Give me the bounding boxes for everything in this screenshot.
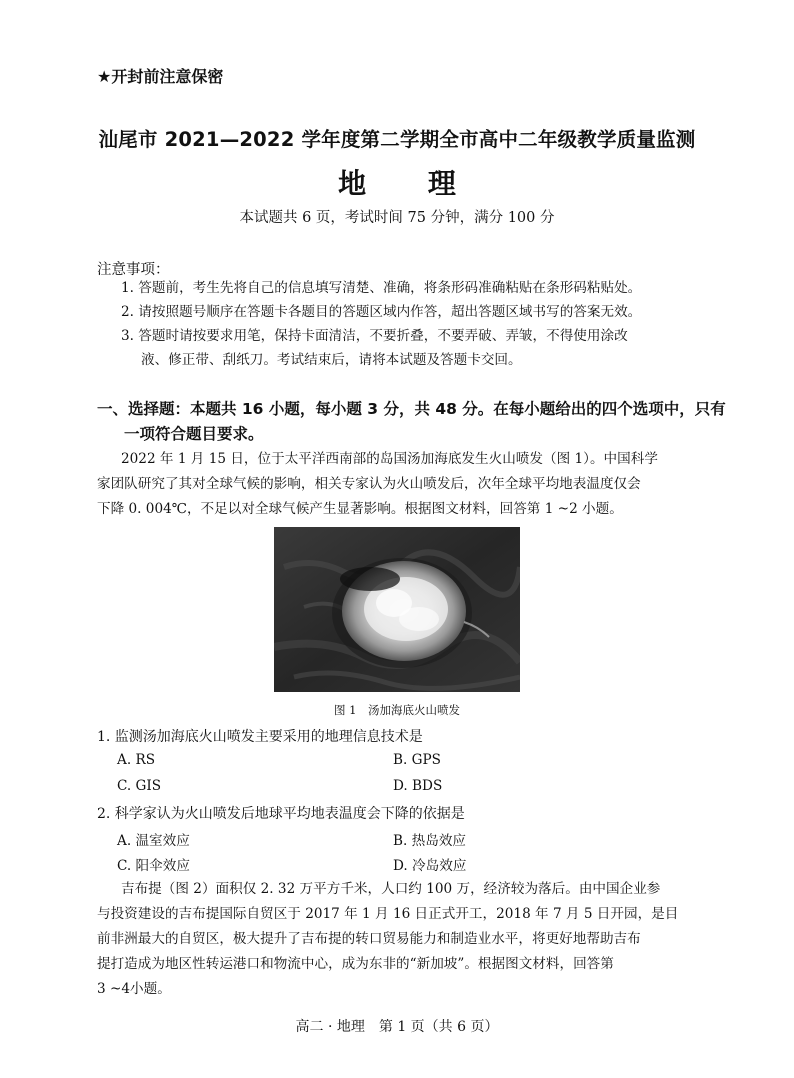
option-a: A. RS bbox=[117, 752, 156, 768]
question-stem: 2. 科学家认为火山喷发后地球平均地表温度会下降的依据是 bbox=[97, 806, 465, 822]
intro-paragraph-line: 与投资建设的吉布提国际自贸区于 2017 年 1 月 16 日正式开工，2018 年 7 月 5 日开园，是目 bbox=[97, 906, 679, 922]
subject-title: 地 理 bbox=[338, 167, 482, 200]
intro-paragraph-line: 吉布提（图 2）面积仅 2. 32 万平方千米，人口约 100 万，经济较为落后。由中国企业参 bbox=[121, 881, 661, 897]
intro-paragraph-line: 3 ~4小题。 bbox=[97, 981, 171, 997]
option-b: B. 热岛效应 bbox=[393, 833, 467, 849]
option-a: A. 温室效应 bbox=[117, 833, 190, 849]
exam-title: 汕尾市 2021—2022 学年度第二学期全市高中二年级教学质量监测 bbox=[98, 128, 696, 151]
intro-paragraph-line: 前非洲最大的自贸区，极大提升了吉布提的转口贸易能力和制造业水平，将更好地帮助吉布 bbox=[97, 931, 641, 947]
intro-paragraph-line: 2022 年 1 月 15 日，位于太平洋西南部的岛国汤加海底发生火山喷发（图 1）。中国科学 bbox=[121, 451, 658, 467]
intro-paragraph-line: 家团队研究了其对全球气候的影响，相关专家认为火山喷发后，次年全球平均地表温度仅会 bbox=[97, 476, 641, 492]
confidential-mark: ★开封前注意保密 bbox=[97, 67, 224, 86]
page-footer: 高二 · 地理 第 1 页（共 6 页） bbox=[295, 1019, 499, 1035]
intro-paragraph-line: 提打造成为地区性转运港口和物流中心，成为东非的“新加坡”。根据图文材料，回答第 bbox=[97, 956, 614, 972]
option-c: C. GIS bbox=[117, 778, 162, 794]
volcano-eruption-satellite-image bbox=[274, 527, 520, 692]
notice-item: 液、修正带、刮纸刀。考试结束后，请将本试题及答题卡交回。 bbox=[141, 352, 522, 368]
exam-info: 本试题共 6 页，考试时间 75 分钟，满分 100 分 bbox=[239, 210, 555, 226]
option-b: B. GPS bbox=[393, 752, 441, 768]
figure-caption: 图 1 汤加海底火山喷发 bbox=[334, 703, 460, 717]
question-stem: 1. 监测汤加海底火山喷发主要采用的地理信息技术是 bbox=[97, 729, 423, 745]
section-heading: 一、选择题：本题共 16 小题，每小题 3 分，共 48 分。在每小题给出的四个选项中，只有 bbox=[97, 400, 726, 418]
option-c: C. 阳伞效应 bbox=[117, 858, 190, 874]
section-heading-cont: 一项符合题目要求。 bbox=[124, 425, 264, 443]
notice-item: 3. 答题时请按要求用笔，保持卡面清洁，不要折叠，不要弄破、弄皱，不得使用涂改 bbox=[121, 328, 628, 344]
intro-paragraph-line: 下降 0. 004℃，不足以对全球气候产生显著影响。根据图文材料，回答第 1 ~2 小题。 bbox=[97, 501, 623, 517]
notice-heading: 注意事项： bbox=[97, 262, 170, 278]
notice-item: 1. 答题前，考生先将自己的信息填写清楚、准确，将条形码准确粘贴在条形码粘贴处。 bbox=[121, 280, 642, 296]
option-d: D. BDS bbox=[393, 778, 443, 794]
option-d: D. 冷岛效应 bbox=[393, 858, 467, 874]
notice-item: 2. 请按照题号顺序在答题卡各题目的答题区域内作答，超出答题区域书写的答案无效。 bbox=[121, 304, 642, 320]
